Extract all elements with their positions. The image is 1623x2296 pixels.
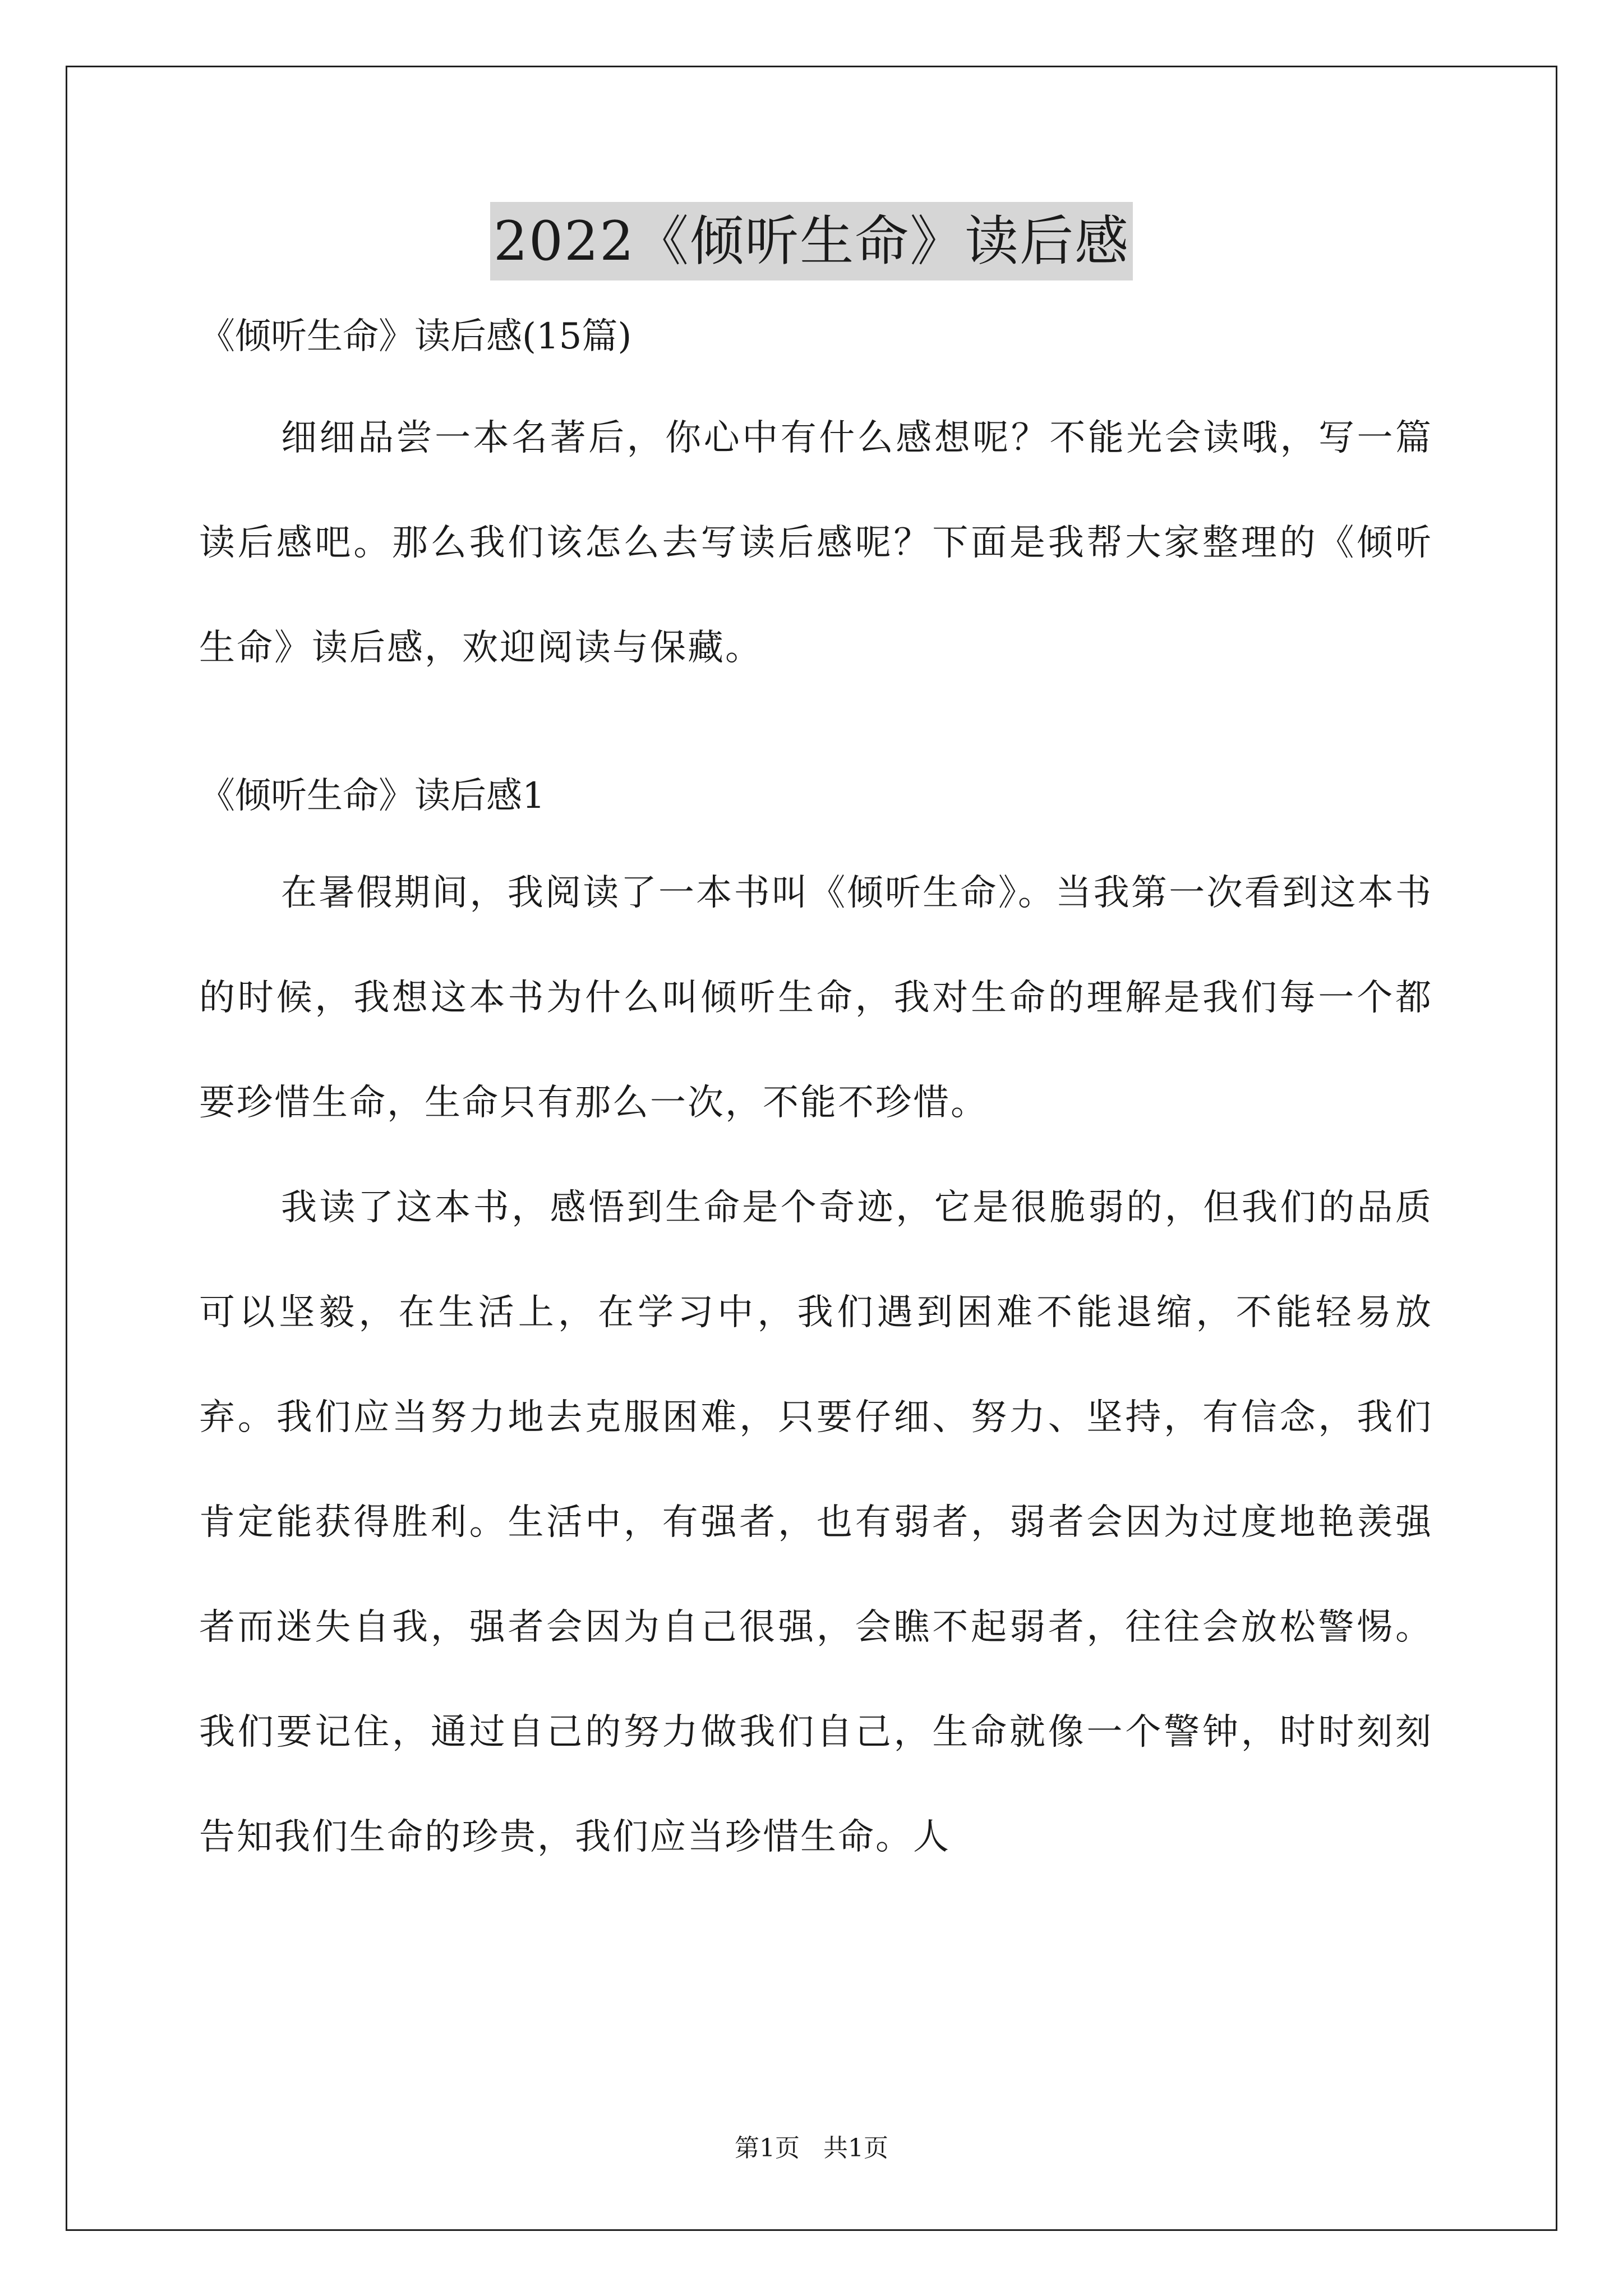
page-number: 第1页 — [735, 2134, 800, 2162]
document-subtitle: 《倾听生命》读后感(15篇) — [199, 316, 632, 357]
section-heading: 《倾听生命》读后感1 — [199, 775, 545, 817]
document-title: 2022《倾听生命》读后感 — [490, 202, 1133, 280]
title-container — [0, 202, 1623, 280]
intro-paragraph: 细细品尝一本名著后，你心中有什么感想呢？不能光会读哦，写一篇读后感吧。那么我们该怎么去写读后感呢？下面是我帮大家整理的《倾听生命》读后感，欢迎阅读与保藏。 — [199, 417, 1433, 669]
body-paragraph-2: 我读了这本书，感悟到生命是个奇迹，它是很脆弱的，但我们的品质可以坚毅，在生活上，在学习中，我们遇到困难不能退缩，不能轻易放弃。我们应当努力地去克服困难，只要仔细、努力、坚持，有信念，我们肯定能获得胜利。生活中，有强者，也有弱者，弱者会因为过度地艳羡强者而迷失自我，强者会因为自己很强，会瞧不起弱者，往往会放松警惕。我们要记住，通过自己的努力做我们自己，生命就像一个警钟，时时刻刻告知我们生命的珍贵，我们应当珍惜生命。人 — [199, 1187, 1433, 1858]
page-total: 共1页 — [823, 2134, 888, 2162]
document-body — [199, 303, 1433, 1890]
body-paragraph-1: 在暑假期间，我阅读了一本书叫《倾听生命》。当我第一次看到这本书的时候，我想这本书为什么叫倾听生命，我对生命的理解是我们每一个都要珍惜生命，生命只有那么一次，不能不珍惜。 — [199, 872, 1433, 1124]
page-footer — [0, 2132, 1623, 2165]
